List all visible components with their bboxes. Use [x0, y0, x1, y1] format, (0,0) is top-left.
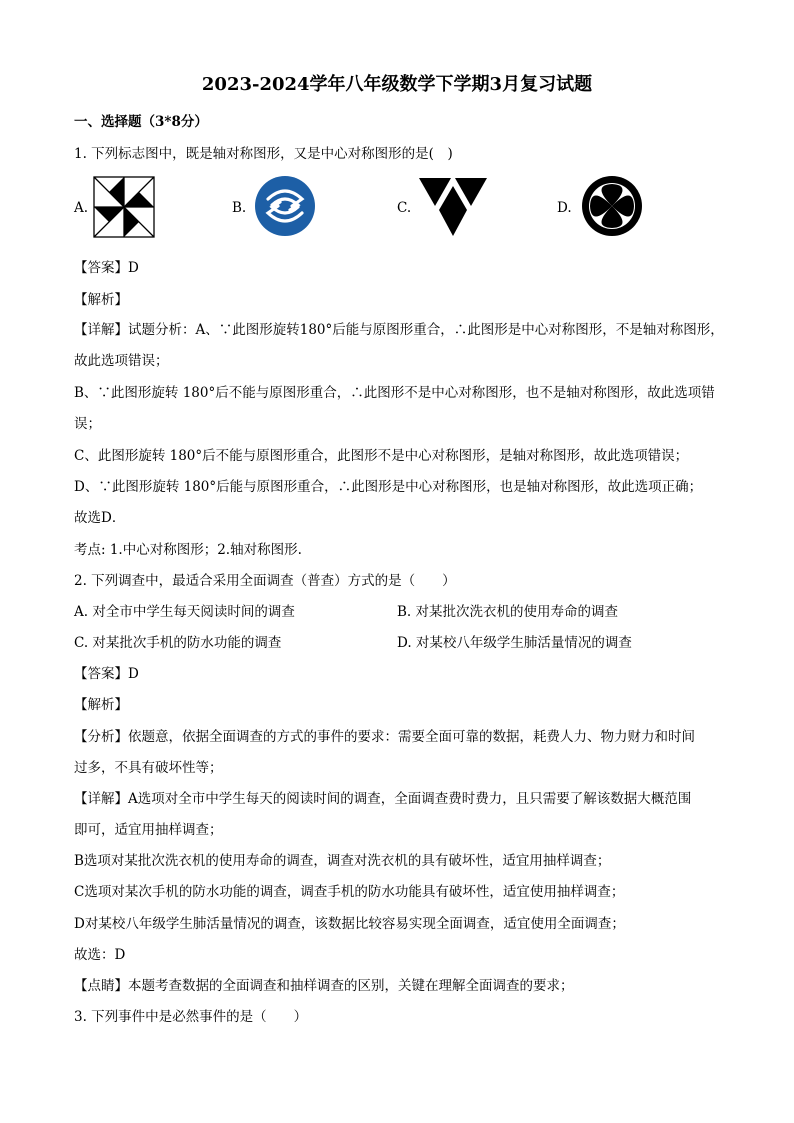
q2-option-c: C. 对某批次手机的防水功能的调查 [74, 635, 282, 651]
q1-figure-a-pinwheel [93, 176, 155, 238]
q3-stem: 3. 下列事件中是必然事件的是（ ） [74, 1009, 308, 1025]
q2-fenxi-line: 【分析】依题意，依据全面调查的方式的事件的要求：需要全面可靠的数据，耗费人力、物力财力和时间 [74, 729, 695, 745]
q1-analysis-heading: 【解析】 [74, 292, 128, 308]
q2-detail-line: D对某校八年级学生肺活量情况的调查，该数据比较容易实现全面调查，适宜使用全面调查； [74, 916, 625, 932]
q2-stem: 2. 下列调查中，最适合采用全面调查（普查）方式的是（ ） [74, 573, 456, 589]
q2-answer: 【答案】D [74, 666, 139, 682]
q2-fenxi-line: 过多，不具有破坏性等； [74, 760, 223, 776]
q1-detail-line: B、∵此图形旋转 180°后不能与原图形重合，∴此图形不是中心对称图形，也不是轴对称图形，故此选项错 [74, 385, 715, 401]
q1-figure-d-circle-petals [581, 175, 643, 237]
q2-dianjing: 【点睛】本题考查数据的全面调查和抽样调查的区别，关键在理解全面调查的要求； [74, 978, 574, 994]
q1-kaodian: 考点: 1.中心对称图形；2.轴对称图形. [74, 542, 302, 558]
q2-option-a: A. 对全市中学生每天阅读时间的调查 [74, 604, 295, 620]
q2-detail-line: 即可，适宜用抽样调查； [74, 822, 223, 838]
q1-detail-line: C、此图形旋转 180°后不能与原图形重合，此图形不是中心对称图形，是轴对称图形，故此选项错误； [74, 448, 689, 464]
q1-stem: 1. 下列标志图中，既是轴对称图形，又是中心对称图形的是( ) [74, 146, 453, 162]
q2-option-d: D. 对某校八年级学生肺活量情况的调查 [397, 635, 632, 651]
q1-option-a-label: A. [74, 200, 89, 216]
q1-answer: 【答案】D [74, 260, 139, 276]
q1-detail-line: 故选D． [74, 510, 126, 526]
q2-detail-line: 【详解】A选项对全市中学生每天的阅读时间的调查，全面调查费时费力，且只需要了解该数据大概范围 [74, 791, 692, 807]
q1-detail-line: 故此选项错误； [74, 353, 169, 369]
q1-detail-line: 误； [74, 416, 101, 432]
q1-detail-line: D、∵此图形旋转 180°后能与原图形重合，∴此图形是中心对称图形，也是轴对称图形，故此选项正确； [74, 479, 703, 495]
q2-detail-line: B选项对某批次洗衣机的使用寿命的调查，调查对洗衣机的具有破坏性，适宜用抽样调查； [74, 853, 611, 869]
page-title: 2023-2024学年八年级数学下学期3月复习试题 [201, 74, 593, 95]
q2-analysis-heading: 【解析】 [74, 697, 128, 713]
q1-option-c-label: C. [397, 200, 412, 216]
q1-figure-c-triangles [417, 176, 489, 238]
q1-figure-b-mobile-logo [254, 175, 316, 237]
q1-option-d-label: D. [557, 200, 572, 216]
q2-detail-line: 故选：D [74, 947, 126, 963]
q1-detail-line: 【详解】试题分析：A、∵此图形旋转180°后能与原图形重合，∴此图形是中心对称图形，不是轴对称图形， [74, 322, 724, 338]
q2-detail-line: C选项对某次手机的防水功能的调查，调查手机的防水功能具有破坏性，适宜使用抽样调查； [74, 884, 625, 900]
q1-option-b-label: B. [232, 200, 247, 216]
q2-option-b: B. 对某批次洗衣机的使用寿命的调查 [397, 604, 619, 620]
section-heading: 一、选择题（3*8分） [74, 114, 208, 130]
